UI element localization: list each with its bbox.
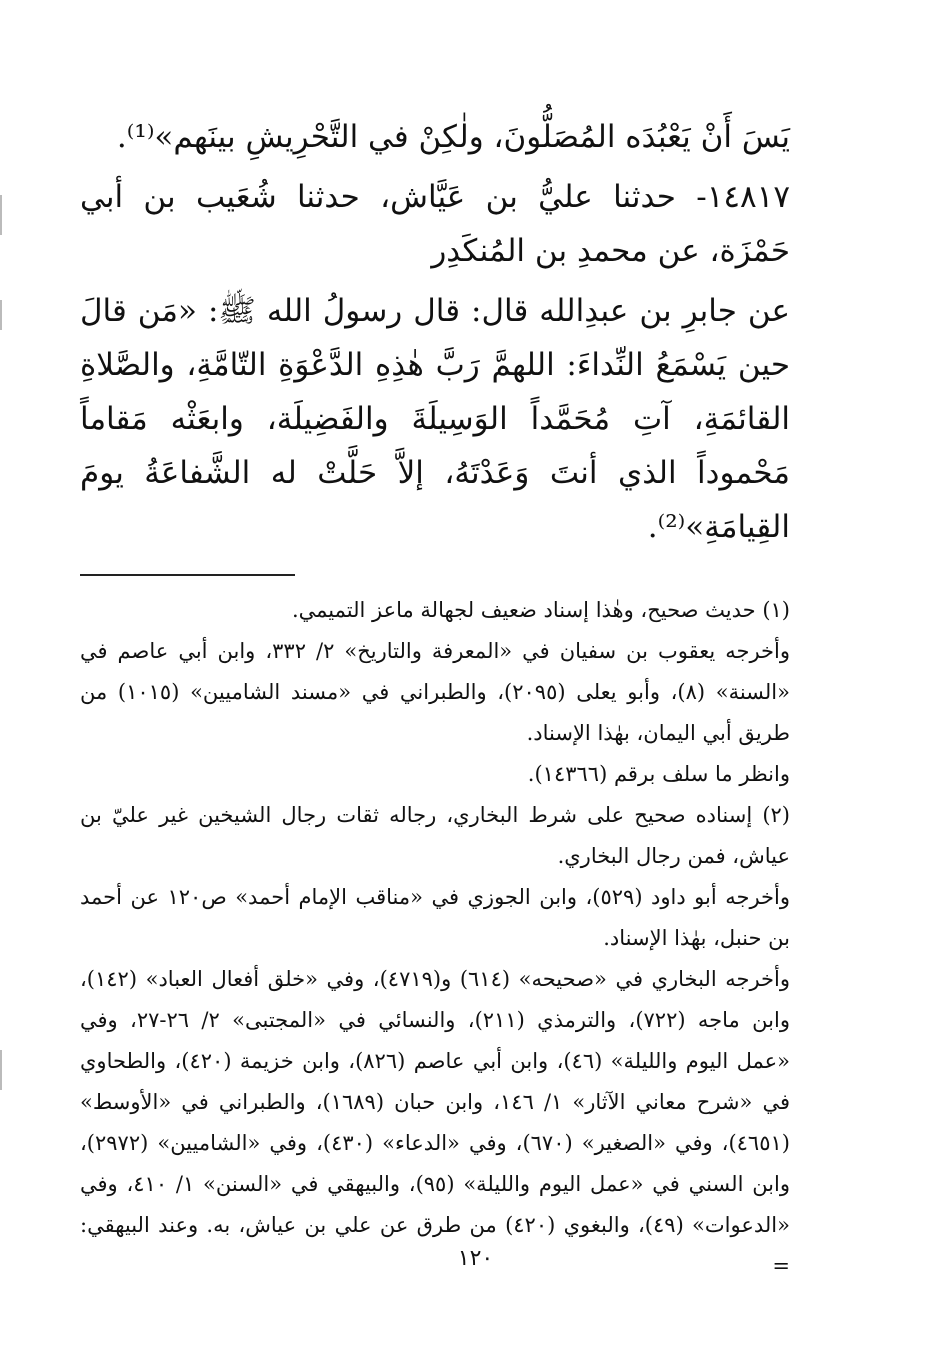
footnote-paragraph: وأخرجه يعقوب بن سفيان في «المعرفة والتاريخ» ٢/ ٣٣٢، وابن أبي عاصم في «السنة» (٨)، وأبو يعلى (٢٠٩٥)، والطبراني في «مسند الشاميين» (١٠١٥) من طريق أبي اليمان، بهٰذا الإسناد. [80,639,791,745]
scan-edge-mark [0,300,2,330]
scan-edge-mark [0,1050,2,1090]
scan-edge-mark [0,195,2,235]
page-number: ١٢٠ [457,1246,494,1271]
footnote-separator [80,574,295,576]
footnote-paragraph: (٢) إسناده صحيح على شرط البخاري، رجاله ثقات رجال الشيخين غير عليّ بن عياش، فمن رجال البخاري. [80,803,790,868]
footnote-paragraph: وانظر ما سلف برقم (١٤٣٦٦). [527,762,790,786]
footnote-paragraph: وأخرجه البخاري في «صحيحه» (٦١٤) و(٤٧١٩)، وفي «خلق أفعال العباد» (١٤٢)، وابن ماجه (٧٢٢)، والترمذي (٢١١)، والنسائي في «المجتبى» ٢/ ٢٦-٢٧، وفي «عمل اليوم والليلة» (٤٦)، وابن أبي عاصم (٨٢٦)، وابن خزيمة (٤٢٠)، والطحاوي في «شرح معاني الآثار» ١/ ١٤٦، وابن حبان (١٦٨٩)، والطبراني في «الأوسط» (٤٦٥١)، وفي «الصغير» (٦٧٠)، وفي «الدعاء» (٤٣٠)، وفي «الشاميين» (٢٩٧٢)، وابن السني في «عمل اليوم والليلة» (٩٥)، والبيهقي في «السنن» ١/ ٤١٠، وفي «الدعوات» (٤٩)، والبغوي (٤٢٠) من طرق عن علي بن عياش، به. وعند البيهقي: = [80,967,791,1278]
hadith-matn: عن جابرِ بن عبدِالله قال: قال رسولُ الله ﷺ: «مَن قالَ حين يَسْمَعُ النِّداءَ: اللهمَّ رَبَّ هٰذِهِ الدَّعْوَةِ التّامَّةِ، والصَّلاةِ القائمَةِ، آتِ مُحَمَّداً الوَسِيلَةَ والفَضِيلَة، وابعَثْه مَقاماً مَحْموداً الذي أنتَ وَعَدْتَهُ، إلاَّ حَلَّتْ له الشَّفاعَةُ يومَ القِيامَةِ»⁽²⁾. [80,293,790,545]
main-paragraph: يَسَ أَنْ يَعْبُدَه المُصَلُّونَ، ولٰكِنْ في التَّحْرِيشِ بينَهم»⁽¹⁾. [116,119,790,155]
footnote-paragraph: وأخرجه أبو داود (٥٢٩)، وابن الجوزي في «مناقب الإمام أحمد» ص١٢٠ عن أحمد بن حنبل، بهٰذا الإسناد. [80,885,790,950]
main-text [80,110,790,554]
footnote-paragraph: (١) حديث صحيح، وهٰذا إسناد ضعيف لجهالة ماعز التميمي. [291,598,790,622]
page-content [80,110,790,1287]
footnotes [80,590,790,1287]
hadith-isnad: ١٤٨١٧- حدثنا عليُّ بن عَيَّاش، حدثنا شُعَيب بن أبي حَمْزَة، عن محمدِ بن المُنكَدِر [80,179,790,269]
